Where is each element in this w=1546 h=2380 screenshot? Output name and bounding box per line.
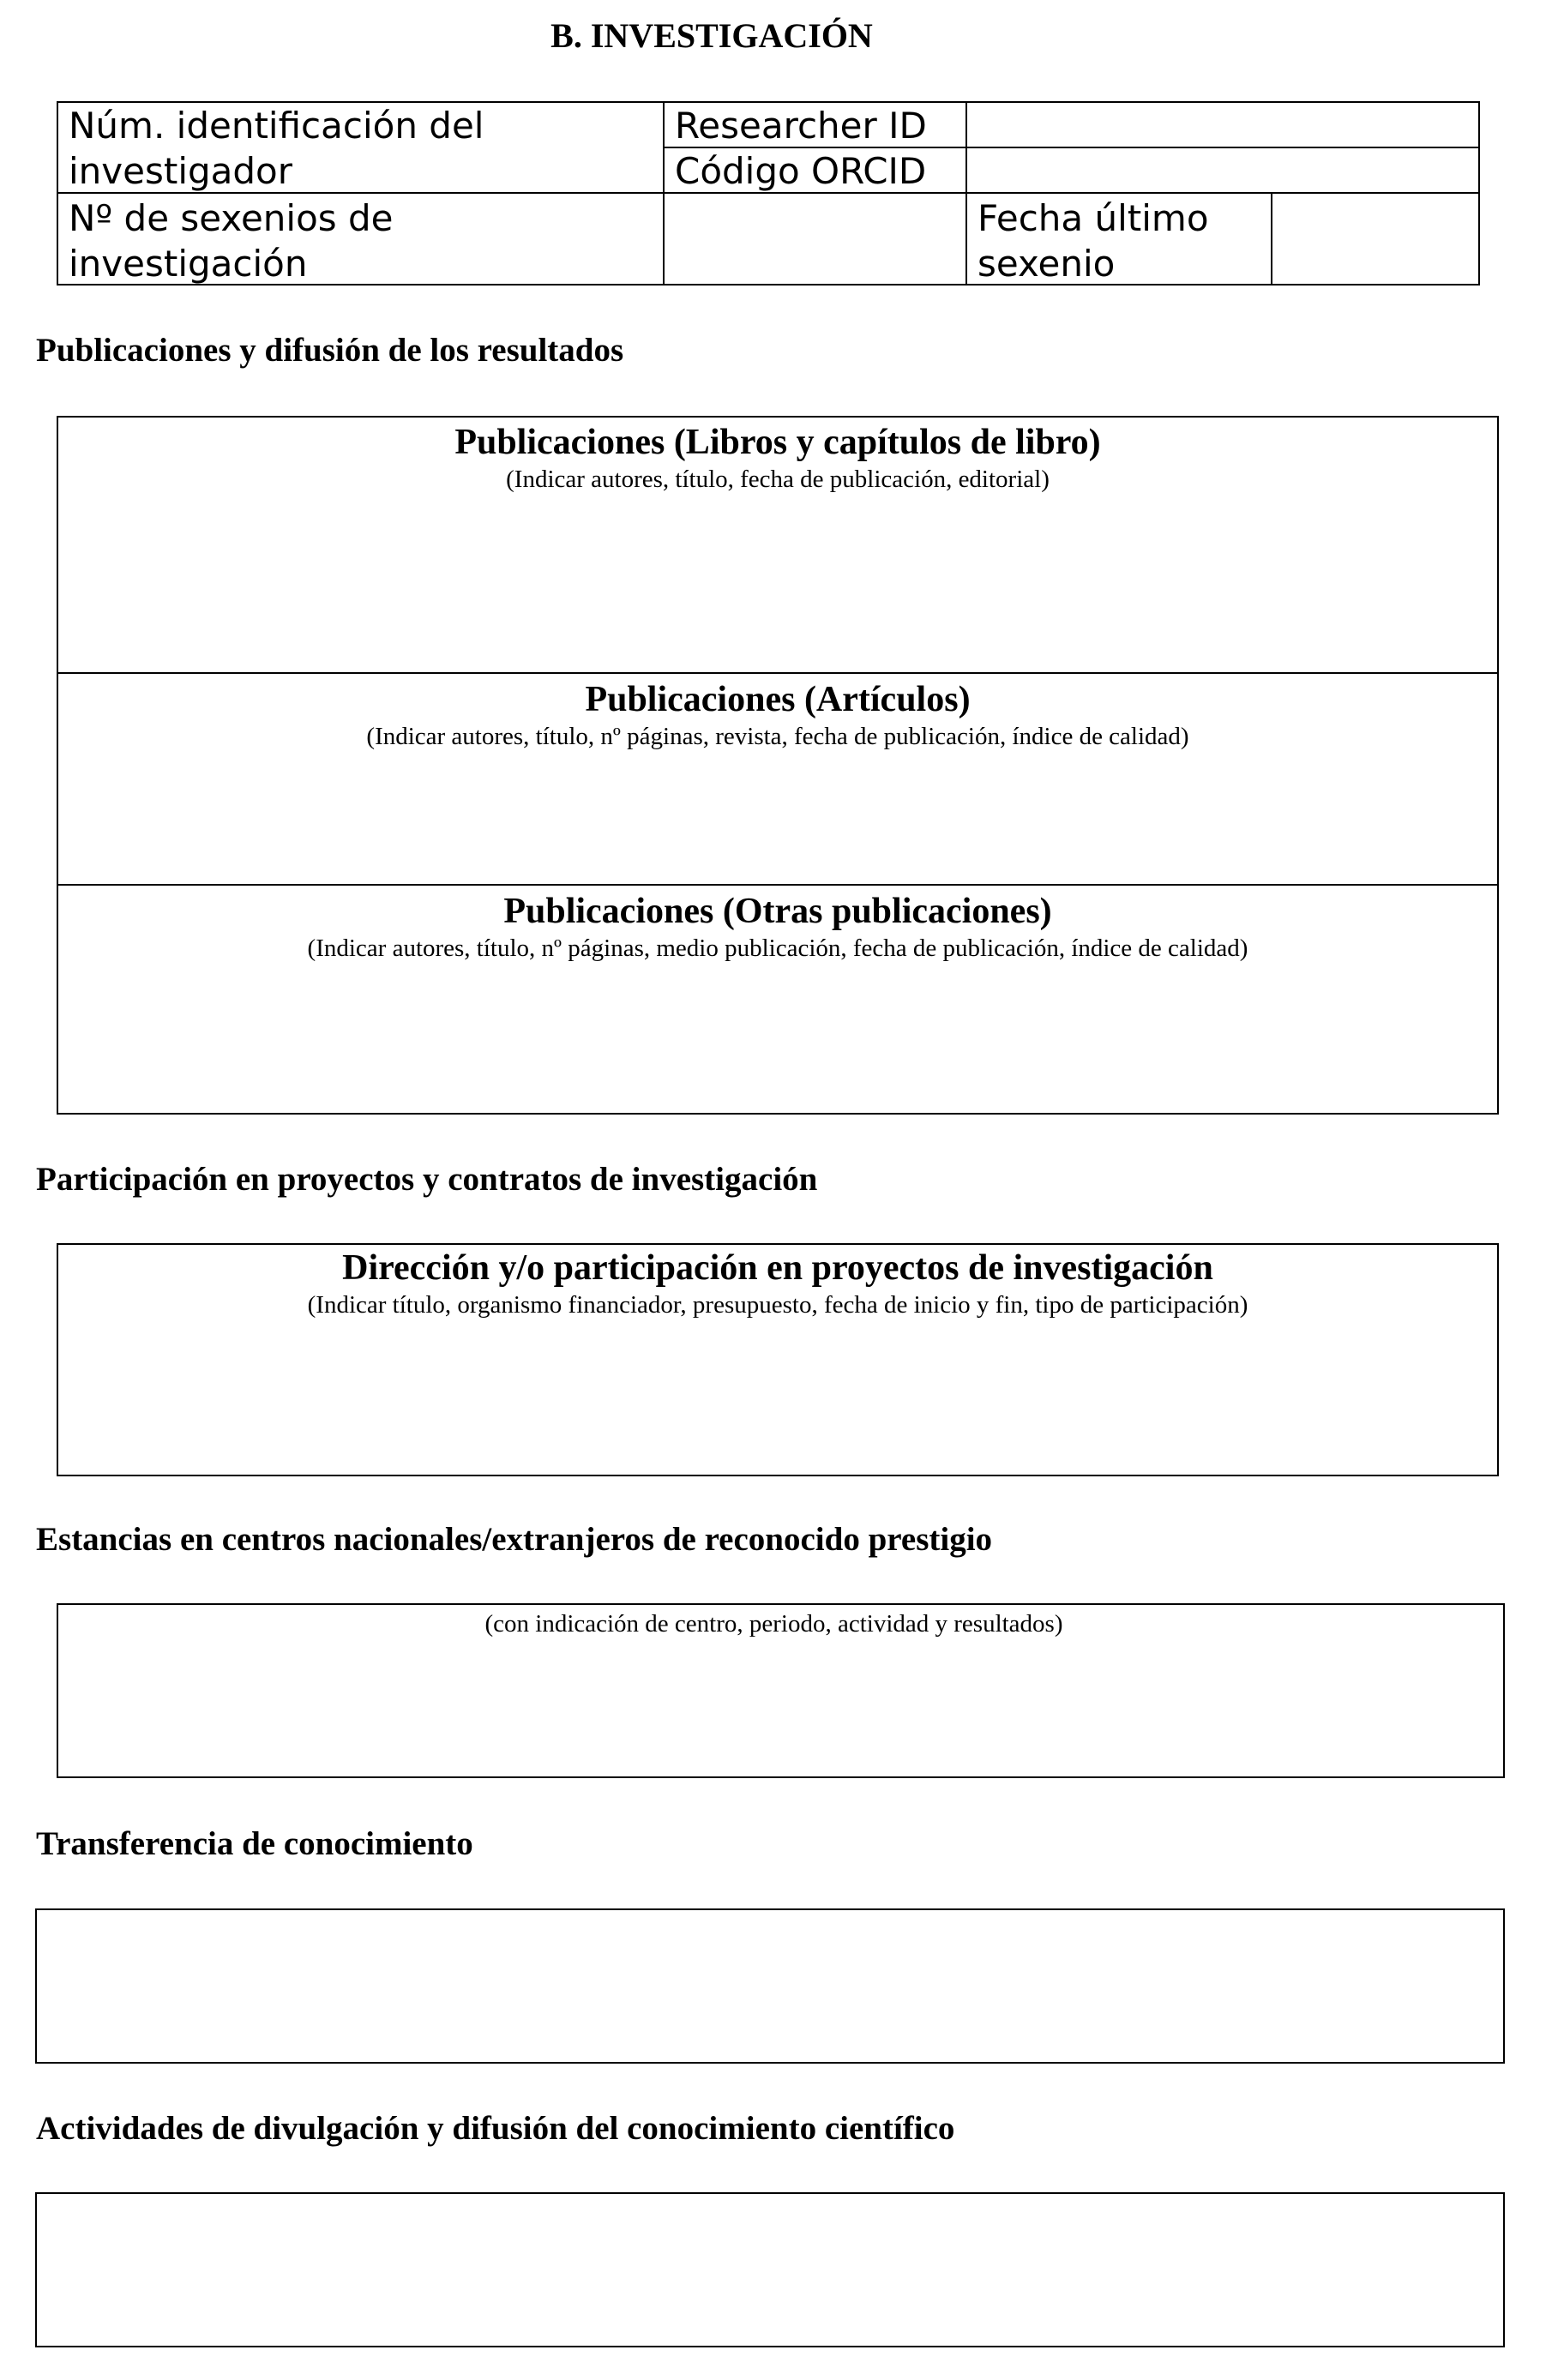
- page-title: B. INVESTIGACIÓN: [550, 16, 873, 55]
- proyectos-section-title: Participación en proyectos y contratos de investigación: [36, 1161, 818, 1198]
- fecha-sexenio-value-field[interactable]: [1271, 192, 1480, 285]
- publicaciones-otras-heading: Publicaciones (Otras publicaciones): [503, 892, 1052, 931]
- divulgacion-field[interactable]: [35, 2192, 1505, 2347]
- publicaciones-libros-heading: Publicaciones (Libros y capítulos de libro): [454, 423, 1101, 462]
- researcher-id-label-cell: [57, 101, 665, 194]
- estancias-note: (con indicación de centro, periodo, actividad y resultados): [484, 1610, 1063, 1638]
- sexenios-label-line2: investigación: [69, 243, 308, 285]
- publicaciones-section-title: Publicaciones y difusión de los resultados: [36, 332, 624, 369]
- proyectos-field[interactable]: [57, 1243, 1499, 1476]
- publicaciones-box: [57, 416, 1499, 1115]
- fecha-sexenio-label-line2: sexenio: [978, 243, 1116, 285]
- researcher-id-type-cell: [663, 101, 967, 148]
- fecha-sexenio-label-line1: Fecha último: [978, 197, 1209, 239]
- estancias-section-title: Estancias en centros nacionales/extranjeros de reconocido prestigio: [36, 1521, 993, 1558]
- publicaciones-libros-field[interactable]: [58, 418, 1497, 672]
- publicaciones-otras-note: (Indicar autores, título, nº páginas, medio publicación, fecha de publicación, índice de calidad): [307, 935, 1248, 962]
- orcid-label: Código ORCID: [675, 150, 927, 192]
- researcher-id-label-line1: Núm. identificación del: [69, 105, 484, 147]
- researcher-id-label-line2: investigador: [69, 150, 293, 192]
- researcher-id-value-field[interactable]: [965, 101, 1480, 148]
- fecha-sexenio-label-cell: [965, 192, 1272, 285]
- researcher-id-type-label: Researcher ID: [675, 105, 927, 147]
- transferencia-field[interactable]: [35, 1908, 1505, 2064]
- publicaciones-articulos-heading: Publicaciones (Artículos): [585, 680, 971, 719]
- divulgacion-section-title: Actividades de divulgación y difusión del conocimiento científico: [36, 2110, 955, 2147]
- sexenios-label-line1: Nº de sexenios de: [69, 197, 394, 239]
- sexenios-label-cell: [57, 192, 665, 285]
- publicaciones-articulos-field[interactable]: [58, 674, 1497, 884]
- proyectos-heading: Dirección y/o participación en proyectos de investigación: [342, 1248, 1213, 1288]
- orcid-value-field[interactable]: [965, 147, 1480, 194]
- estancias-field[interactable]: [57, 1603, 1505, 1778]
- publicaciones-articulos-note: (Indicar autores, título, nº páginas, revista, fecha de publicación, índice de calidad): [366, 723, 1189, 750]
- orcid-label-cell: [663, 147, 967, 194]
- sexenios-value-field[interactable]: [663, 192, 967, 285]
- transferencia-section-title: Transferencia de conocimiento: [36, 1825, 473, 1862]
- publicaciones-otras-field[interactable]: [58, 886, 1497, 1113]
- proyectos-note: (Indicar título, organismo financiador, presupuesto, fecha de inicio y fin, tipo de participación): [307, 1291, 1248, 1319]
- publicaciones-libros-note: (Indicar autores, título, fecha de publicación, editorial): [506, 466, 1050, 493]
